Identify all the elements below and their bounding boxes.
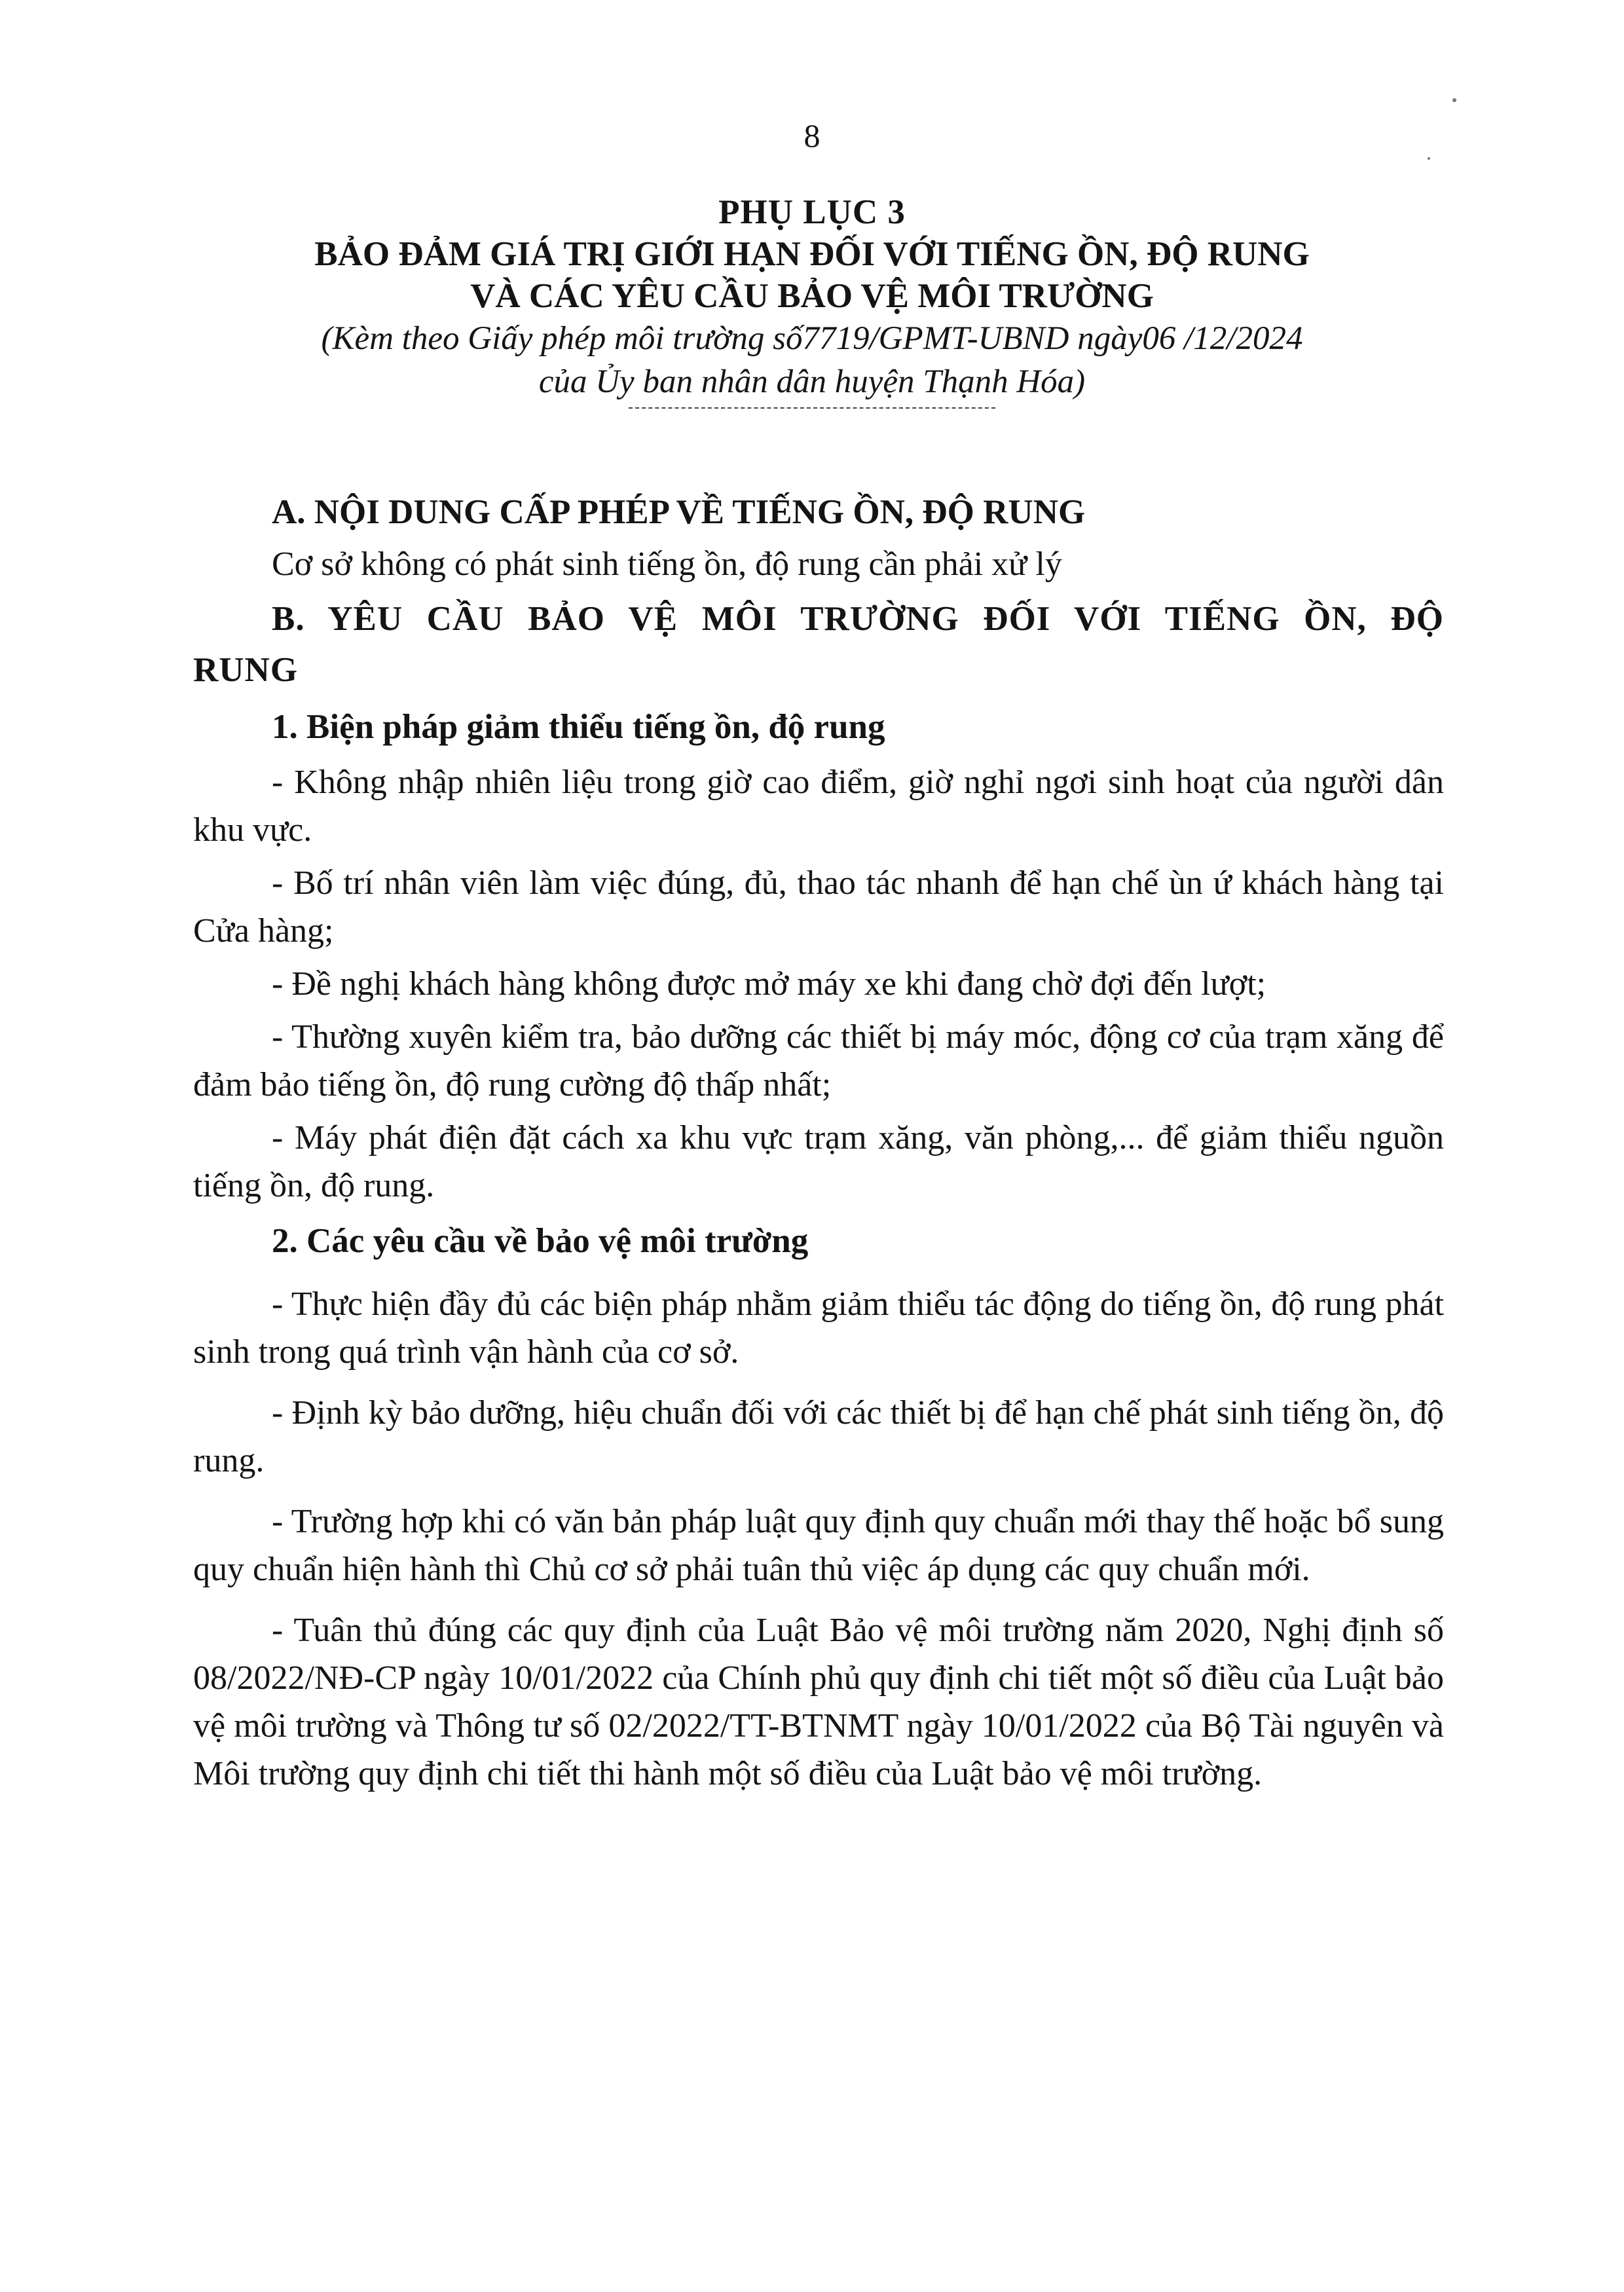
document-body [193,485,1444,1798]
list-item: - Thực hiện đầy đủ các biện pháp nhằm giảm thiểu tác động do tiếng ồn, độ rung phát sinh trong quá trình vận hành của cơ sở. [193,1285,1444,1371]
section-a-title: A. NỘI DUNG CẤP PHÉP VỀ TIẾNG ỒN, ĐỘ RUNG [272,493,1086,531]
subsection-1-title: 1. Biện pháp giảm thiểu tiếng ồn, độ rung [272,708,885,746]
appendix-title-line-1: BẢO ĐẢM GIÁ TRỊ GIỚI HẠN ĐỐI VỚI TIẾNG ỒN, ĐỘ RUNG [314,235,1310,273]
heading-divider [629,407,995,409]
section-a-text: Cơ sở không có phát sinh tiếng ồn, độ rung cần phải xử lý [272,545,1062,583]
appendix-note-line-1: (Kèm theo Giấy phép môi trường số7719/GPMT-UBND ngày06 /12/2024 [321,320,1303,357]
list-item: - Trường hợp khi có văn bản pháp luật quy định quy chuẩn mới thay thế hoặc bổ sung quy chuẩn hiện hành thì Chủ cơ sở phải tuân thủ việc áp dụng các quy chuẩn mới. [193,1503,1444,1588]
list-item: - Thường xuyên kiểm tra, bảo dưỡng các thiết bị máy móc, động cơ của trạm xăng để đảm bảo tiếng ồn, độ rung cường độ thấp nhất; [193,1018,1444,1103]
scan-speck [1452,98,1456,102]
list-item: - Đề nghị khách hàng không được mở máy xe khi đang chờ đợi đến lượt; [272,965,1266,1003]
scan-speck [1428,157,1430,160]
list-item: - Máy phát điện đặt cách xa khu vực trạm xăng, văn phòng,... để giảm thiểu nguồn tiếng ồn, độ rung. [193,1119,1444,1204]
appendix-heading [196,191,1428,409]
subsection-1-list [193,758,1444,1210]
list-item: - Bố trí nhân viên làm việc đúng, đủ, thao tác nhanh để hạn chế ùn ứ khách hàng tại Cửa hàng; [193,864,1444,950]
subsection-2-title: 2. Các yêu cầu về bảo vệ môi trường [272,1222,809,1260]
page-number: 8 [803,117,821,154]
appendix-note-line-2: của Ủy ban nhân dân huyện Thạnh Hóa) [538,363,1086,400]
subsection-2-list [193,1280,1444,1798]
section-b-title: B. YÊU CẦU BẢO VỆ MÔI TRƯỜNG ĐỐI VỚI TIẾNG ỒN, ĐỘ RUNG [193,600,1444,689]
list-item: - Định kỳ bảo dưỡng, hiệu chuẩn đối với các thiết bị để hạn chế phát sinh tiếng ồn, độ rung. [193,1394,1444,1479]
list-item: - Không nhập nhiên liệu trong giờ cao điểm, giờ nghỉ ngơi sinh hoạt của người dân khu vực. [193,764,1444,849]
appendix-title-line-2: VÀ CÁC YÊU CẦU BẢO VỆ MÔI TRƯỜNG [470,277,1154,315]
list-item: - Tuân thủ đúng các quy định của Luật Bảo vệ môi trường năm 2020, Nghị định số 08/2022/NĐ-CP ngày 10/01/2022 của Chính phủ quy định chi tiết một số điều của Luật bảo vệ môi trường và Thông tư số 02/2022/TT-BTNMT ngày 10/01/2022 của Bộ Tài nguyên và Môi trường quy định chi tiết thi hành một số điều của Luật bảo vệ môi trường. [193,1612,1444,1792]
appendix-label: PHỤ LỤC 3 [718,193,906,231]
